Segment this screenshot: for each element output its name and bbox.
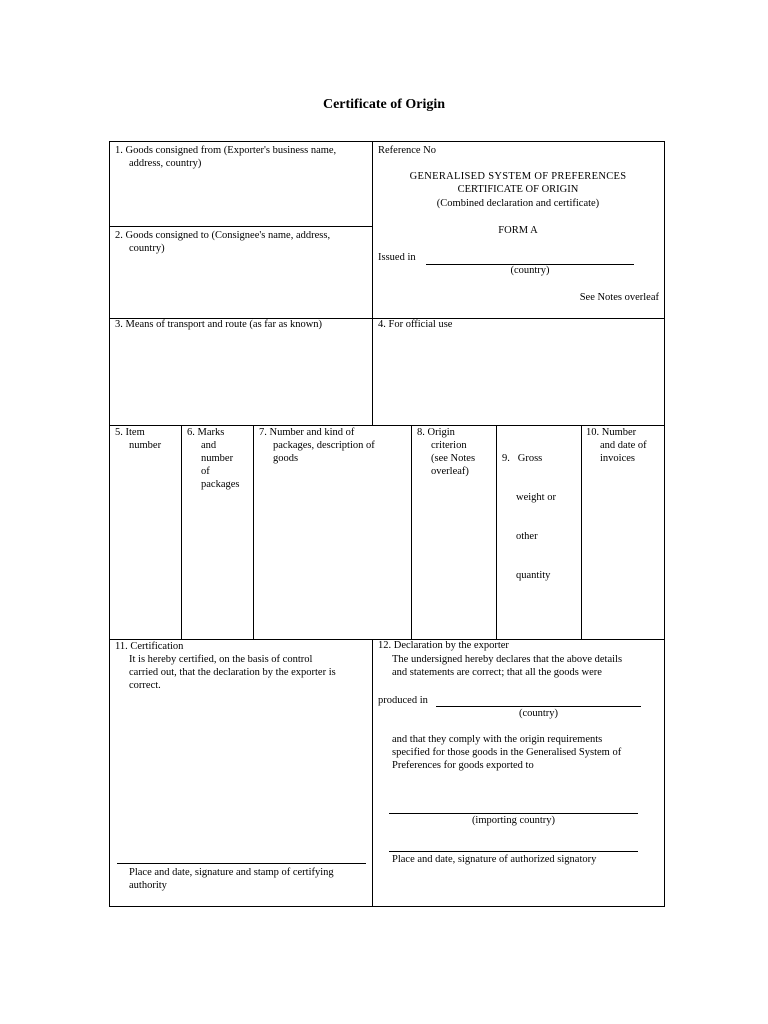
box12-label: 12. Declaration by the exporter	[378, 640, 509, 651]
box12-text2-line1: and that they comply with the origin requirements	[392, 734, 603, 745]
produced-in-label: produced in	[378, 695, 428, 706]
col7-header	[259, 426, 375, 465]
box2-label-cont: country)	[129, 243, 165, 254]
produced-in-country-caption: (country)	[518, 708, 559, 719]
divider-col7	[411, 425, 412, 639]
box11-label: 11. Certification	[115, 641, 184, 652]
col6-line4: of	[201, 466, 210, 477]
divider-box1-box2	[110, 226, 372, 227]
box1-label: 1. Goods consigned from (Exporter's business name,	[115, 145, 337, 156]
certificate-form	[109, 141, 665, 907]
col6-line3: number	[201, 453, 234, 464]
col10-line2: and date of	[600, 440, 647, 451]
divider-col9	[581, 425, 582, 639]
box12-signature-caption: Place and date, signature of authorized signatory	[392, 854, 597, 865]
col8-line4: overleaf)	[431, 466, 469, 477]
col5-header	[115, 426, 161, 452]
box11-text-line1: It is hereby certified, on the basis of control	[129, 654, 313, 665]
box3-label: 3. Means of transport and route (as far as known)	[115, 319, 323, 330]
combined-declaration-note: (Combined declaration and certificate)	[436, 198, 600, 209]
box12-text-line1: The undersigned hereby declares that the above details	[392, 654, 623, 665]
col9-header	[502, 426, 556, 608]
reference-no-label: Reference No	[378, 145, 437, 156]
issued-in-country-caption: (country)	[510, 265, 550, 276]
col8-line2: criterion	[431, 440, 467, 451]
divider-box11-box12	[372, 639, 373, 906]
box1-label-cont: address, country)	[129, 158, 202, 169]
divider-col5	[181, 425, 182, 639]
box4-label: 4. For official use	[378, 319, 453, 330]
box12-text2-line3: Preferences for goods exported to	[392, 760, 534, 771]
col7-line3: goods	[273, 453, 299, 464]
box2-label: 2. Goods consigned to (Consignee's name, address,	[115, 230, 331, 241]
box12-signature-line[interactable]	[389, 851, 638, 852]
form-a-heading: FORM A	[498, 225, 538, 236]
box12-text	[392, 653, 622, 679]
certificate-heading: CERTIFICATE OF ORIGIN	[457, 184, 579, 195]
col7-line1: 7. Number and kind of	[259, 427, 355, 438]
see-notes-overleaf: See Notes overleaf	[579, 292, 659, 303]
box11-text-line2: carried out, that the declaration by the exporter is	[129, 667, 336, 678]
col10-line3: invoices	[600, 453, 635, 464]
col6-line1: 6. Marks	[187, 427, 225, 438]
col5-line2: number	[129, 440, 162, 451]
col8-header	[417, 426, 475, 478]
importing-country-caption: (importing country)	[471, 815, 556, 826]
box12-text-line2: and statements are correct; that all the goods were	[392, 667, 602, 678]
box11-sign-line2: authority	[129, 880, 167, 891]
issued-in-label: Issued in	[378, 252, 416, 263]
col9-line1: 9. Gross	[502, 453, 543, 464]
divider-col8	[496, 425, 497, 639]
box11-text	[129, 653, 336, 692]
col10-header	[586, 426, 647, 465]
box12-text2-line2: specified for those goods in the Generalised System of	[392, 747, 622, 758]
box11-signature-caption	[129, 866, 334, 892]
col6-line5: packages	[201, 479, 240, 490]
box11-text-line3: correct.	[129, 680, 161, 691]
col9-line2: weight or	[516, 492, 556, 503]
box11-sign-line1: Place and date, signature and stamp of certifying	[129, 867, 334, 878]
divider-col6	[253, 425, 254, 639]
col5-line1: 5. Item	[115, 427, 145, 438]
divider-box3-box4	[372, 318, 373, 425]
col7-line2: packages, description of	[273, 440, 375, 451]
col6-line2: and	[201, 440, 217, 451]
box11-signature-line[interactable]	[117, 863, 366, 864]
col10-line1: 10. Number	[586, 427, 637, 438]
col8-line1: 8. Origin	[417, 427, 455, 438]
box12-text2	[392, 733, 621, 772]
col9-line4: quantity	[516, 570, 551, 581]
page-title: Certificate of Origin	[322, 97, 446, 112]
gsp-heading: GENERALISED SYSTEM OF PREFERENCES	[409, 171, 627, 182]
col8-line3: (see Notes	[431, 453, 476, 464]
col9-line3: other	[516, 531, 538, 542]
col6-header	[187, 426, 239, 491]
